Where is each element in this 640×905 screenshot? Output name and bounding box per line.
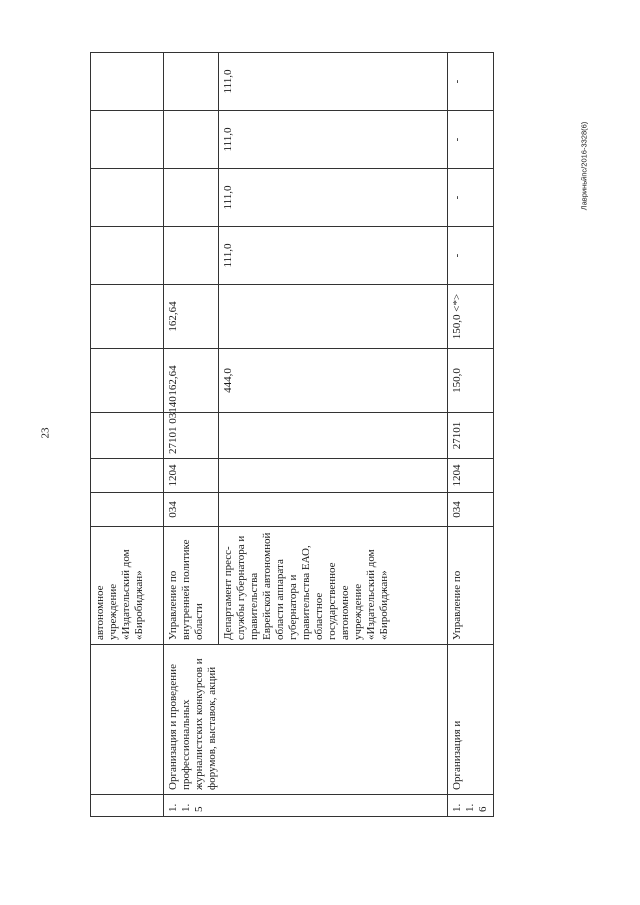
cell-year-2 bbox=[91, 227, 164, 285]
cell-year-5 bbox=[91, 53, 164, 111]
cell-executor: автономное учреждение «Издательский дом «Биробиджан» bbox=[91, 527, 164, 645]
cell-year-4: - bbox=[448, 111, 494, 169]
cell-code bbox=[91, 795, 164, 817]
cell-name: Организация и проведение профессиональных журналистских конкурсов и форумов, выставок, акций bbox=[164, 645, 448, 795]
cell-total bbox=[91, 349, 164, 413]
cell-rz bbox=[91, 459, 164, 493]
table-area bbox=[30, 0, 590, 905]
cell-csr: 27101 03140 bbox=[164, 413, 219, 459]
cell-name: Организация и bbox=[448, 645, 494, 795]
budget-table bbox=[90, 52, 494, 817]
cell-csr bbox=[219, 413, 448, 459]
cell-year-1 bbox=[219, 285, 448, 349]
cell-year-2 bbox=[164, 227, 219, 285]
cell-year-5: - bbox=[448, 53, 494, 111]
cell-year-3: - bbox=[448, 169, 494, 227]
cell-year-2: - bbox=[448, 227, 494, 285]
cell-grbs bbox=[91, 493, 164, 527]
cell-total: 150,0 bbox=[448, 349, 494, 413]
cell-code: 1.1.5 bbox=[164, 795, 448, 817]
cell-rz: 1204 bbox=[164, 459, 219, 493]
cell-csr: 27101 bbox=[448, 413, 494, 459]
cell-year-4 bbox=[164, 111, 219, 169]
cell-executor: Управление по внутренней политике области bbox=[164, 527, 219, 645]
cell-year-3 bbox=[91, 169, 164, 227]
cell-total: 444,0 bbox=[219, 349, 448, 413]
cell-grbs: 034 bbox=[164, 493, 219, 527]
table-row bbox=[448, 53, 494, 817]
cell-year-5 bbox=[164, 53, 219, 111]
cell-csr bbox=[91, 413, 164, 459]
table-row bbox=[91, 53, 164, 817]
cell-year-2: 111,0 bbox=[219, 227, 448, 285]
cell-year-5: 111,0 bbox=[219, 53, 448, 111]
table-row bbox=[164, 53, 219, 817]
cell-year-3: 111,0 bbox=[219, 169, 448, 227]
cell-year-3 bbox=[164, 169, 219, 227]
cell-year-4: 111,0 bbox=[219, 111, 448, 169]
cell-executor: Департамент пресс-службы губернатора и правительства Еврейской автономной области аппарата губернатора и правительства ЕАО, областное государственное автономное учреждение «Издательский дом «Биробиджан» bbox=[219, 527, 448, 645]
cell-total: 162,64 bbox=[164, 349, 219, 413]
cell-year-1: 150,0 <*> bbox=[448, 285, 494, 349]
cell-year-1 bbox=[91, 285, 164, 349]
rotated-sheet bbox=[90, 55, 606, 817]
cell-executor: Управление по bbox=[448, 527, 494, 645]
cell-year-1: 162,64 bbox=[164, 285, 219, 349]
cell-name bbox=[91, 645, 164, 795]
document-code-text: Лавриньйпс/2016-3328(6) bbox=[579, 121, 589, 211]
cell-rz: 1204 bbox=[448, 459, 494, 493]
cell-rz bbox=[219, 459, 448, 493]
cell-grbs: 034 bbox=[448, 493, 494, 527]
page-number: 23 bbox=[39, 427, 52, 439]
cell-grbs bbox=[219, 493, 448, 527]
cell-code: 1.1.6 bbox=[448, 795, 494, 817]
cell-year-4 bbox=[91, 111, 164, 169]
